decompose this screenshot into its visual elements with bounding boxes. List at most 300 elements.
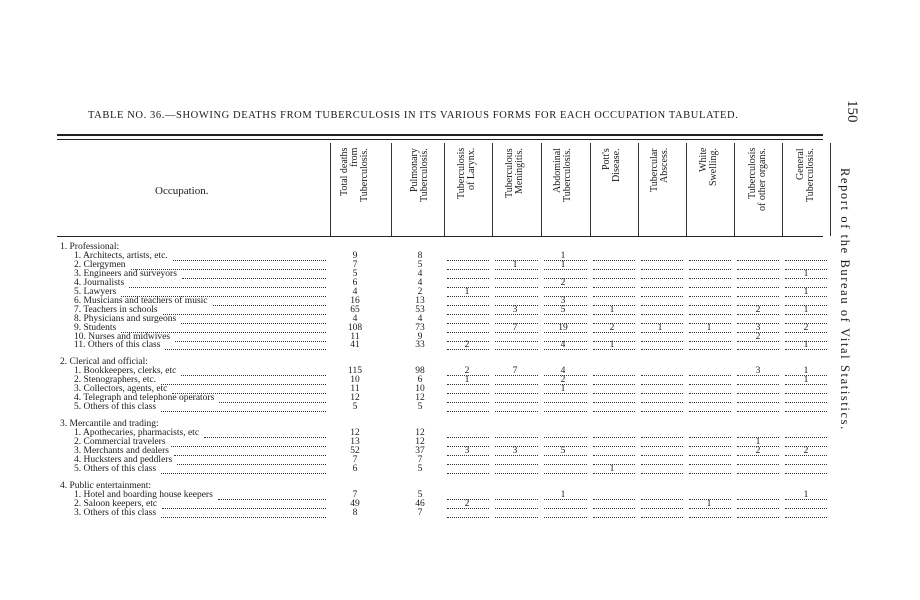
cell-dots bbox=[641, 374, 683, 376]
table-cell: 2 bbox=[560, 277, 566, 288]
table-cell: 46 bbox=[415, 498, 425, 509]
row-label: 2. Stenographers, etc. bbox=[74, 375, 157, 386]
table-cell: 1 bbox=[560, 259, 566, 270]
group-label: 1. Professional: bbox=[60, 242, 120, 252]
cell-dots bbox=[544, 454, 587, 456]
column-header: Tuberculous Meningitis. bbox=[504, 148, 525, 198]
table-cell: 33 bbox=[415, 340, 425, 351]
cell-dots bbox=[689, 436, 731, 438]
table-cell: 53 bbox=[415, 304, 425, 315]
table-cell: 8 bbox=[417, 250, 423, 261]
cell-dots bbox=[689, 259, 731, 261]
cell-dots bbox=[737, 472, 779, 474]
cell-dots bbox=[785, 295, 827, 297]
table-cell: 1 bbox=[803, 340, 809, 351]
cell-dots bbox=[544, 410, 587, 412]
column-divider bbox=[330, 143, 331, 236]
cell-dots bbox=[447, 348, 489, 350]
cell-dots bbox=[689, 286, 731, 288]
row-label: 2. Saloon keepers, etc bbox=[74, 498, 158, 509]
leader-dots bbox=[161, 472, 326, 474]
table-cell: 16 bbox=[350, 295, 360, 306]
table-cell: 1 bbox=[803, 375, 809, 386]
table-cell: 4 bbox=[417, 268, 423, 279]
cell-dots bbox=[641, 516, 683, 518]
table-cell: 7 bbox=[417, 454, 423, 465]
row-label: 2. Commercial travelers bbox=[74, 437, 166, 447]
cell-dots bbox=[447, 436, 489, 438]
cell-dots bbox=[447, 277, 489, 279]
cell-dots bbox=[593, 472, 635, 474]
table-cell: 1 bbox=[560, 489, 566, 500]
cell-dots bbox=[785, 277, 827, 279]
table-cell: 1 bbox=[755, 437, 761, 447]
table-cell: 5 bbox=[560, 445, 566, 456]
cell-dots bbox=[641, 268, 683, 270]
cell-dots bbox=[593, 410, 635, 412]
top-rule-thin bbox=[57, 139, 823, 140]
cell-dots bbox=[447, 463, 489, 465]
cell-dots bbox=[641, 436, 683, 438]
cell-dots bbox=[495, 436, 538, 438]
cell-dots bbox=[447, 392, 489, 394]
cell-dots bbox=[593, 295, 635, 297]
table-cell: 2 bbox=[755, 445, 761, 456]
table-cell: 1 bbox=[609, 340, 615, 351]
cell-dots bbox=[785, 436, 827, 438]
cell-dots bbox=[737, 401, 779, 403]
cell-dots bbox=[737, 277, 779, 279]
cell-dots bbox=[785, 410, 827, 412]
table-cell: 2 bbox=[464, 366, 470, 377]
cell-dots bbox=[593, 277, 635, 279]
cell-dots bbox=[737, 295, 779, 297]
cell-dots bbox=[544, 498, 587, 500]
table-cell: 115 bbox=[348, 366, 362, 377]
row-label: 4. Journalists bbox=[74, 277, 125, 288]
row-label: 5. Lawyers bbox=[74, 286, 117, 297]
table-cell: 8 bbox=[352, 507, 358, 518]
column-header: General Tuberculosis. bbox=[795, 148, 816, 202]
cell-dots bbox=[495, 331, 538, 333]
cell-dots bbox=[737, 463, 779, 465]
cell-dots bbox=[737, 374, 779, 376]
cell-dots bbox=[495, 277, 538, 279]
table-cell: 6 bbox=[352, 463, 358, 474]
cell-dots bbox=[785, 472, 827, 474]
row-label: 11. Others of this class bbox=[74, 340, 161, 351]
cell-dots bbox=[641, 295, 683, 297]
cell-dots bbox=[737, 348, 779, 350]
cell-dots bbox=[737, 340, 779, 342]
cell-dots bbox=[593, 383, 635, 385]
leader-dots bbox=[161, 410, 326, 412]
cell-dots bbox=[593, 507, 635, 509]
cell-dots bbox=[689, 454, 731, 456]
table-cell: 2 bbox=[803, 322, 809, 333]
leader-dots bbox=[219, 401, 326, 403]
page-number: 150 bbox=[844, 100, 860, 123]
table-cell: 3 bbox=[512, 304, 518, 315]
cell-dots bbox=[689, 392, 731, 394]
cell-dots bbox=[593, 436, 635, 438]
cell-dots bbox=[689, 304, 731, 306]
table-cell: 1 bbox=[464, 375, 470, 386]
table-cell: 3 bbox=[512, 445, 518, 456]
row-label: 1. Architects, artists, etc. bbox=[74, 250, 168, 261]
cell-dots bbox=[689, 472, 731, 474]
cell-dots bbox=[544, 463, 587, 465]
cell-dots bbox=[593, 313, 635, 315]
cell-dots bbox=[495, 454, 538, 456]
cell-dots bbox=[785, 348, 827, 350]
group-label: 3. Mercantile and trading: bbox=[60, 419, 159, 430]
table-cell: 1 bbox=[657, 322, 663, 333]
table-cell: 12 bbox=[415, 393, 425, 404]
cell-dots bbox=[641, 313, 683, 315]
table-cell: 73 bbox=[415, 322, 425, 333]
table-cell: 5 bbox=[417, 259, 423, 270]
cell-dots bbox=[641, 348, 683, 350]
cell-dots bbox=[447, 454, 489, 456]
cell-dots bbox=[689, 463, 731, 465]
row-label: 9. Students bbox=[74, 322, 117, 333]
cell-dots bbox=[737, 286, 779, 288]
cell-dots bbox=[447, 401, 489, 403]
column-divider bbox=[391, 143, 392, 236]
table-cell: 1 bbox=[706, 322, 712, 333]
table-cell: 7 bbox=[352, 259, 358, 270]
cell-dots bbox=[785, 516, 827, 518]
cell-dots bbox=[641, 401, 683, 403]
table-cell: 2 bbox=[755, 304, 761, 315]
column-divider bbox=[590, 143, 591, 236]
cell-dots bbox=[737, 392, 779, 394]
cell-dots bbox=[495, 374, 538, 376]
column-divider bbox=[686, 143, 687, 236]
column-header: Total deaths from Tuberculosis. bbox=[339, 148, 370, 202]
table-cell: 12 bbox=[350, 393, 360, 404]
cell-dots bbox=[641, 259, 683, 261]
cell-dots bbox=[689, 340, 731, 342]
column-divider bbox=[638, 143, 639, 236]
cell-dots bbox=[495, 286, 538, 288]
cell-dots bbox=[495, 348, 538, 350]
cell-dots bbox=[689, 268, 731, 270]
cell-dots bbox=[689, 374, 731, 376]
table-cell: 1 bbox=[609, 463, 615, 474]
cell-dots bbox=[641, 304, 683, 306]
table-cell: 1 bbox=[803, 268, 809, 279]
cell-dots bbox=[447, 268, 489, 270]
cell-dots bbox=[689, 331, 731, 333]
cell-dots bbox=[593, 401, 635, 403]
table-cell: 11 bbox=[350, 384, 360, 395]
table-cell: 1 bbox=[803, 286, 809, 297]
column-divider bbox=[734, 143, 735, 236]
table-cell: 5 bbox=[560, 304, 566, 315]
cell-dots bbox=[689, 313, 731, 315]
leader-dots bbox=[163, 313, 326, 315]
cell-dots bbox=[495, 313, 538, 315]
leader-dots bbox=[175, 340, 326, 342]
cell-dots bbox=[495, 498, 538, 500]
table-cell: 1 bbox=[512, 259, 518, 270]
table-cell: 37 bbox=[415, 445, 425, 456]
cell-dots bbox=[641, 472, 683, 474]
table-cell: 10 bbox=[415, 384, 425, 395]
table-cell: 6 bbox=[352, 277, 358, 288]
cell-dots bbox=[641, 331, 683, 333]
cell-dots bbox=[689, 277, 731, 279]
leader-dots bbox=[165, 348, 326, 350]
column-header: Pott's Disease. bbox=[601, 148, 622, 182]
row-label: 1. Hotel and boarding house keepers bbox=[74, 489, 213, 500]
cell-dots bbox=[593, 516, 635, 518]
cell-dots bbox=[495, 463, 538, 465]
cell-dots bbox=[689, 295, 731, 297]
table-cell: 3 bbox=[464, 445, 470, 456]
cell-dots bbox=[737, 383, 779, 385]
cell-dots bbox=[544, 331, 587, 333]
cell-dots bbox=[447, 295, 489, 297]
cell-dots bbox=[737, 410, 779, 412]
cell-dots bbox=[737, 454, 779, 456]
table-cell: 19 bbox=[558, 322, 568, 333]
cell-dots bbox=[495, 392, 538, 394]
row-label: 7. Teachers in schools bbox=[74, 304, 158, 315]
cell-dots bbox=[544, 436, 587, 438]
top-rule bbox=[57, 134, 823, 136]
row-label: 1. Bookkeepers, clerks, etc bbox=[74, 366, 177, 377]
cell-dots bbox=[641, 340, 683, 342]
leader-dots bbox=[204, 436, 326, 438]
cell-dots bbox=[689, 507, 731, 509]
table-cell: 108 bbox=[347, 322, 363, 333]
table-cell: 4 bbox=[417, 277, 423, 288]
leader-dots bbox=[213, 304, 327, 306]
cell-dots bbox=[495, 340, 538, 342]
leader-dots bbox=[129, 286, 326, 288]
table-cell: 12 bbox=[350, 428, 360, 439]
leader-dots bbox=[218, 498, 326, 500]
cell-dots bbox=[737, 498, 779, 500]
group-label: 4. Public entertainment: bbox=[60, 480, 152, 491]
table-cell: 1 bbox=[706, 498, 712, 509]
cell-dots bbox=[689, 383, 731, 385]
cell-dots bbox=[593, 374, 635, 376]
table-cell: 1 bbox=[803, 304, 809, 315]
table-cell: 98 bbox=[415, 366, 425, 377]
cell-dots bbox=[641, 507, 683, 509]
cell-dots bbox=[593, 498, 635, 500]
cell-dots bbox=[593, 445, 635, 447]
table-cell: 7 bbox=[417, 507, 423, 518]
cell-dots bbox=[641, 445, 683, 447]
table-cell: 5 bbox=[417, 463, 423, 474]
cell-dots bbox=[641, 410, 683, 412]
row-label: 5. Others of this class bbox=[74, 402, 157, 413]
leader-dots bbox=[181, 374, 326, 376]
table-cell: 1 bbox=[609, 304, 615, 315]
table-cell: 7 bbox=[352, 454, 358, 465]
column-divider bbox=[492, 143, 493, 236]
cell-dots bbox=[593, 392, 635, 394]
table-cell: 4 bbox=[560, 366, 566, 377]
row-label: 5. Others of this class bbox=[74, 463, 157, 474]
table-cell: 1 bbox=[464, 286, 470, 297]
cell-dots bbox=[641, 463, 683, 465]
cell-dots bbox=[641, 498, 683, 500]
table-cell: 4 bbox=[417, 313, 423, 324]
cell-dots bbox=[737, 507, 779, 509]
table-cell: 6 bbox=[417, 375, 423, 386]
table-cell: 4 bbox=[352, 286, 358, 297]
table-cell: 7 bbox=[512, 322, 518, 333]
cell-dots bbox=[641, 392, 683, 394]
cell-dots bbox=[544, 472, 587, 474]
cell-dots bbox=[495, 472, 538, 474]
row-label: 3. Collectors, agents, etc bbox=[74, 384, 168, 395]
cell-dots bbox=[495, 268, 538, 270]
cell-dots bbox=[447, 516, 489, 518]
header-rule bbox=[57, 236, 823, 237]
column-header: Tubercular Abscess. bbox=[649, 148, 670, 192]
cell-dots bbox=[785, 259, 827, 261]
cell-dots bbox=[495, 507, 538, 509]
table-cell: 9 bbox=[417, 331, 423, 342]
cell-dots bbox=[447, 472, 489, 474]
column-divider bbox=[782, 143, 783, 236]
row-label: 1. Apothecaries, pharmacists, etc bbox=[74, 428, 200, 439]
leader-dots bbox=[161, 516, 326, 518]
cell-dots bbox=[689, 401, 731, 403]
table-cell: 4 bbox=[560, 340, 566, 351]
cell-dots bbox=[689, 445, 731, 447]
table-cell: 2 bbox=[464, 340, 470, 351]
cell-dots bbox=[785, 331, 827, 333]
table-cell: 9 bbox=[352, 250, 358, 261]
cell-dots bbox=[447, 410, 489, 412]
leader-dots bbox=[173, 259, 326, 261]
cell-dots bbox=[593, 268, 635, 270]
leader-dots bbox=[161, 383, 326, 385]
table-cell: 11 bbox=[350, 331, 360, 342]
cell-dots bbox=[593, 331, 635, 333]
occupation-header: Occupation. bbox=[155, 185, 209, 197]
cell-dots bbox=[737, 268, 779, 270]
cell-dots bbox=[689, 516, 731, 518]
cell-dots bbox=[593, 259, 635, 261]
cell-dots bbox=[593, 348, 635, 350]
cell-dots bbox=[737, 259, 779, 261]
cell-dots bbox=[495, 295, 538, 297]
cell-dots bbox=[689, 410, 731, 412]
table-cell: 12 bbox=[415, 437, 425, 447]
cell-dots bbox=[544, 313, 587, 315]
cell-dots bbox=[785, 313, 827, 315]
cell-dots bbox=[544, 507, 587, 509]
table-cell: 7 bbox=[352, 489, 358, 500]
column-divider bbox=[541, 143, 542, 236]
table-cell: 4 bbox=[352, 313, 358, 324]
cell-dots bbox=[447, 322, 489, 324]
cell-dots bbox=[785, 507, 827, 509]
cell-dots bbox=[447, 313, 489, 315]
table-cell: 1 bbox=[560, 250, 566, 261]
table-cell: 65 bbox=[350, 304, 360, 315]
row-label: 3. Others of this class bbox=[74, 507, 157, 518]
group-label: 2. Clerical and official: bbox=[60, 357, 148, 368]
column-divider bbox=[444, 143, 445, 236]
leader-dots bbox=[181, 322, 326, 324]
table-cell: 3 bbox=[755, 322, 761, 333]
column-header: White Swelling. bbox=[698, 148, 719, 187]
cell-dots bbox=[641, 286, 683, 288]
table-cell: 2 bbox=[755, 331, 761, 342]
table-cell: 49 bbox=[350, 498, 360, 509]
table-cell: 3 bbox=[560, 295, 566, 306]
table-cell: 2 bbox=[560, 375, 566, 386]
cell-dots bbox=[785, 401, 827, 403]
row-label: 3. Engineers and surveyors bbox=[74, 268, 177, 279]
cell-dots bbox=[593, 454, 635, 456]
cell-dots bbox=[447, 304, 489, 306]
column-header: Abdominal Tuberculosis. bbox=[552, 148, 573, 202]
cell-dots bbox=[544, 401, 587, 403]
table-cell: 5 bbox=[352, 268, 358, 279]
cell-dots bbox=[785, 463, 827, 465]
table-cell: 41 bbox=[350, 340, 360, 351]
cell-dots bbox=[495, 383, 538, 385]
cell-dots bbox=[785, 454, 827, 456]
table-cell: 52 bbox=[350, 445, 360, 456]
table-cell: 3 bbox=[755, 366, 761, 377]
cell-dots bbox=[641, 277, 683, 279]
cell-dots bbox=[447, 331, 489, 333]
cell-dots bbox=[641, 454, 683, 456]
cell-dots bbox=[641, 383, 683, 385]
row-label: 4. Hucksters and peddlers bbox=[74, 454, 173, 465]
leader-dots bbox=[171, 445, 326, 447]
running-head: Report of the Bureau of Vital Statistics. bbox=[838, 168, 852, 431]
cell-dots bbox=[447, 383, 489, 385]
cell-dots bbox=[447, 507, 489, 509]
cell-dots bbox=[689, 348, 731, 350]
leader-dots bbox=[177, 463, 326, 465]
cell-dots bbox=[785, 498, 827, 500]
table-cell: 5 bbox=[352, 402, 358, 413]
leader-dots bbox=[182, 277, 326, 279]
leader-dots bbox=[162, 507, 326, 509]
table-cell: 13 bbox=[415, 295, 425, 306]
cell-dots bbox=[495, 401, 538, 403]
cell-dots bbox=[544, 516, 587, 518]
row-label: 2. Clergymen bbox=[74, 259, 126, 270]
row-label: 8. Physicians and surgeons bbox=[74, 313, 177, 324]
table-cell: 2 bbox=[803, 445, 809, 456]
table-cell: 2 bbox=[609, 322, 615, 333]
row-label: 10. Nurses and midwives bbox=[74, 331, 171, 342]
table-cell: 1 bbox=[803, 489, 809, 500]
cell-dots bbox=[495, 410, 538, 412]
cell-dots bbox=[447, 259, 489, 261]
cell-dots bbox=[544, 268, 587, 270]
cell-dots bbox=[544, 286, 587, 288]
cell-dots bbox=[785, 392, 827, 394]
cell-dots bbox=[544, 392, 587, 394]
table-cell: 7 bbox=[512, 366, 518, 377]
